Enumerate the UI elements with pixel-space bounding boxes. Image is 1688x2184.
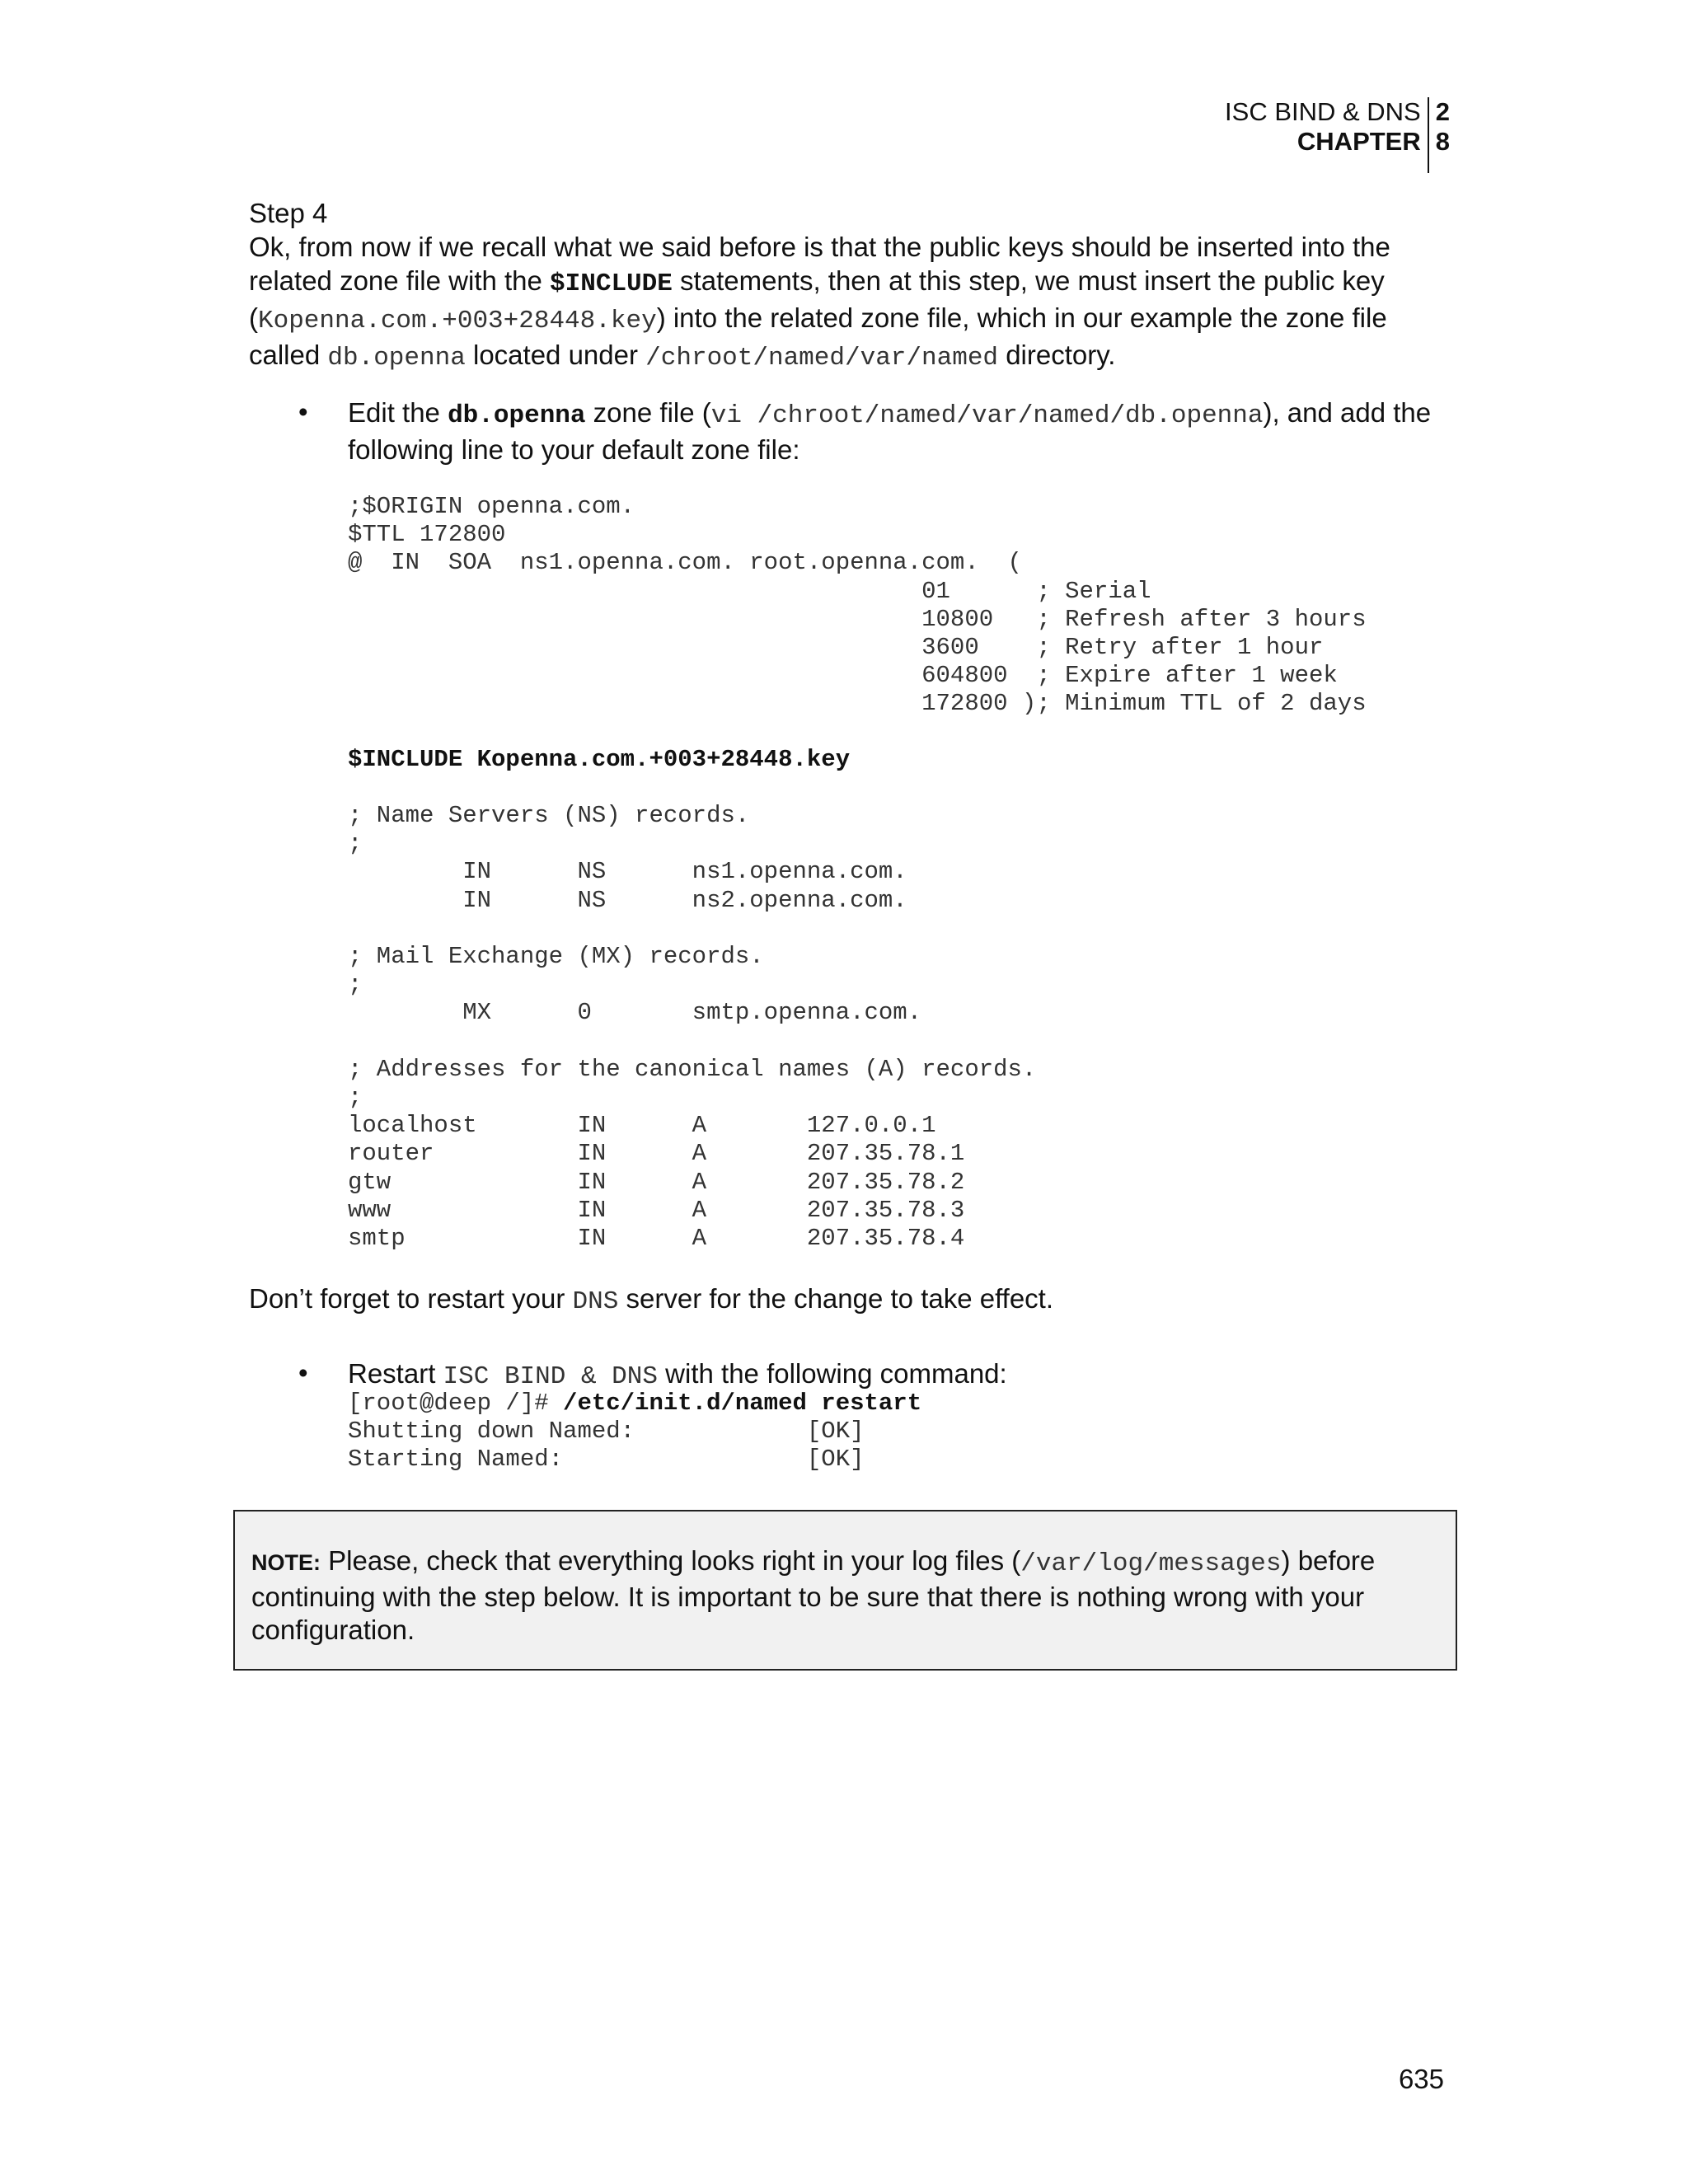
bullet-2-text	[348, 1357, 1452, 1394]
bullet-1-text-c: ), and add the following line to your default zone file:	[348, 397, 1432, 465]
shell-prompt: [root@deep /]#	[348, 1390, 564, 1417]
restart-command-line	[348, 1390, 921, 1418]
note-label: NOTE:	[251, 1550, 321, 1575]
note-text-a: Please, check that everything looks right in your log files (	[321, 1545, 1021, 1576]
note-text	[251, 1544, 1430, 1647]
bullet-2-text-a: Restart	[348, 1358, 443, 1389]
log-path: /var/log/messages	[1020, 1549, 1282, 1578]
restart-reminder	[249, 1282, 1452, 1319]
step-text-3: ) into the related zone file, which in our example the zone file called	[249, 302, 1387, 370]
zone-file-code-bottom: ; Name Servers (NS) records. ; IN NS ns1.openna.com. IN NS ns2.openna.com. ; Mail Exchange (MX) records. ; MX 0 smtp.openna.com. ; Addresses for the canonical names (A) records. ; localhost IN A 127.0.0.1 router IN A 207.35.78.1 gtw IN A 207.35.78.2 www IN A 207.35.78.3 smtp IN A 207.35.78.4	[348, 802, 1037, 1253]
zone-include-line: $INCLUDE Kopenna.com.+003+28448.key	[348, 746, 851, 773]
restart-command: /etc/init.d/named restart	[563, 1390, 922, 1417]
isc-bind-term: ISC BIND & DNS	[443, 1362, 658, 1391]
header-chapter-label: CHAPTER	[1296, 127, 1421, 156]
edit-filename: db.openna	[448, 401, 586, 430]
running-header	[1225, 97, 1450, 173]
bullet-2-text-b: with the following command:	[658, 1358, 1007, 1389]
step-text-5: directory.	[998, 340, 1116, 370]
bullet-1-text	[348, 396, 1452, 466]
zone-file-code-top: ;$ORIGIN openna.com. $TTL 172800 @ IN SOA ns1.openna.com. root.openna.com. ( 01 ; Serial 10800 ; Refresh after 3 hours 3600 ; Retry after 1 hour 604800 ; Expire after 1 week 172800 ); Minimum TTL of 2 days	[348, 493, 1367, 718]
step-section	[249, 196, 1452, 375]
key-filename: Kopenna.com.+003+28448.key	[258, 307, 657, 335]
page-number: 635	[1398, 2064, 1444, 2094]
zone-filename: db.openna	[327, 344, 466, 373]
dns-term: DNS	[572, 1287, 619, 1316]
chapter-number-digit-2: 8	[1435, 127, 1450, 156]
zone-directory: /chroot/named/var/named	[645, 344, 999, 373]
restart-text-b: server for the change to take effect.	[618, 1283, 1054, 1314]
header-title: ISC BIND & DNS	[1225, 97, 1421, 126]
edit-command: vi /chroot/named/var/named/db.openna	[710, 401, 1264, 430]
note-box	[233, 1510, 1457, 1671]
bullet-1-text-b: zone file (	[585, 397, 711, 428]
note-text-b: ) before continuing with the step below. It is important to be sure that there is nothing wrong with your configuration.	[251, 1545, 1376, 1645]
step-text-1: Ok, from now if we recall what we said before is that the public keys should be inserted into the related zone file with the	[249, 232, 1390, 296]
restart-text-a: Don’t forget to restart your	[249, 1283, 573, 1314]
bullet-1-text-a: Edit the	[348, 397, 448, 428]
step-paragraph	[249, 230, 1452, 375]
step-text-4: located under	[465, 340, 646, 370]
restart-output: Shutting down Named: [OK] Starting Named: [OK]	[348, 1418, 865, 1474]
header-chapter-number	[1428, 97, 1450, 173]
chapter-number-digit-1: 2	[1435, 97, 1450, 126]
include-keyword: $INCLUDE	[550, 269, 673, 298]
step-text-2: statements, then at this step, we must insert the public key (	[249, 265, 1385, 333]
bullet-1-symbol: •	[298, 396, 308, 427]
header-labels	[1225, 97, 1428, 173]
step-heading: Step 4	[249, 198, 328, 228]
bullet-2-symbol: •	[298, 1357, 308, 1388]
